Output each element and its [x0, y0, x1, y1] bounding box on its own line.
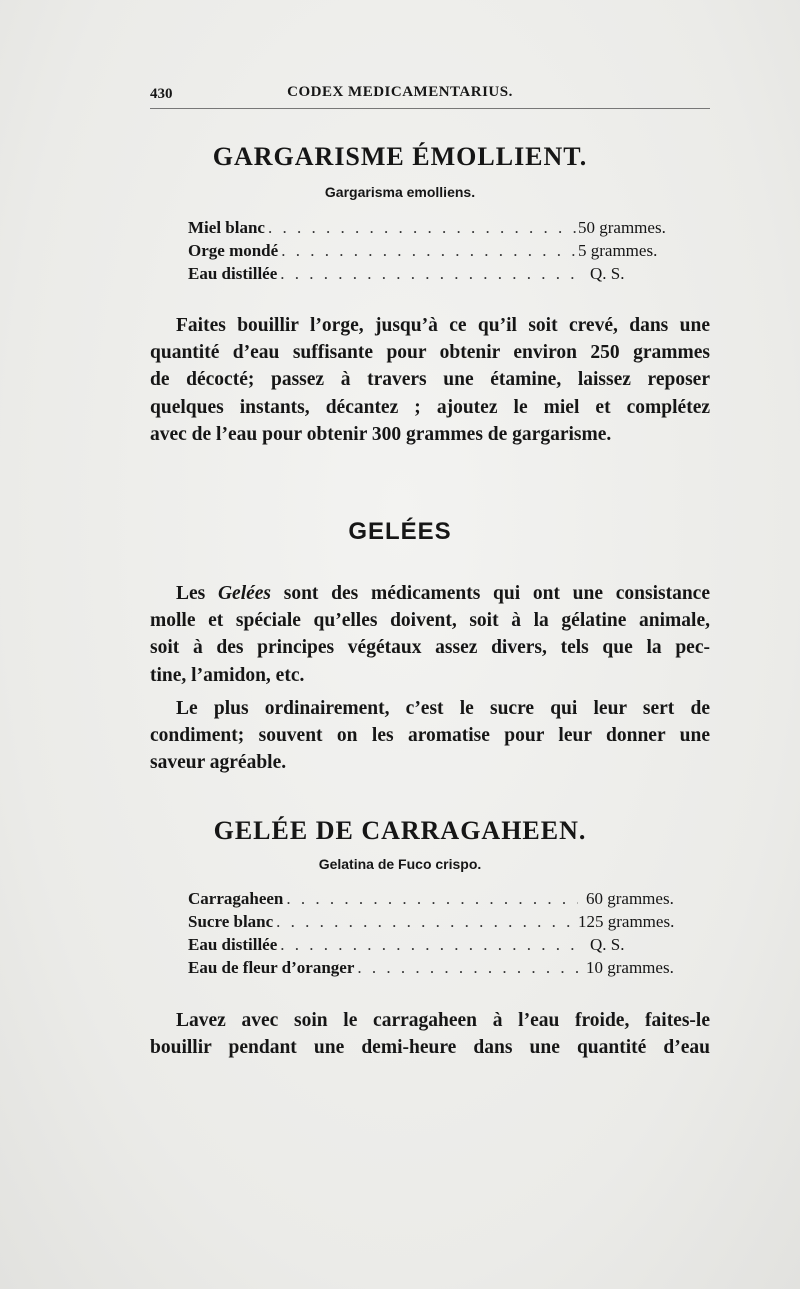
text-line: molle et spéciale qu’elles doivent, soit à la gélatine animale, [150, 610, 710, 632]
ingredient-qty: 60 grammes. [586, 889, 674, 908]
carragaheen-instructions [150, 1007, 710, 1061]
leader-dots [283, 889, 578, 909]
ingredient-row [188, 889, 678, 912]
ingredient-row [188, 912, 678, 935]
ingredient-qty: 50 grammes. [578, 218, 666, 237]
text-line: soit à des principes végétaux assez divers, tels que la pec- [150, 637, 710, 659]
header-rule [150, 108, 710, 109]
gelees-term: Gelées [217, 583, 272, 604]
ingredient-row [188, 264, 678, 287]
ingredient-name: Eau distillée [188, 935, 278, 954]
text-line [150, 580, 710, 607]
text-line: avec de l’eau pour obtenir 300 grammes de gargarisme. [150, 423, 612, 445]
ingredient-row [188, 218, 678, 241]
text-line: bouillir pendant une demi-heure dans une quantité d’eau [150, 1037, 710, 1059]
ingredient-name: Eau distillée [188, 264, 278, 283]
gelees-note [150, 695, 710, 777]
leader-dots [354, 958, 578, 978]
ingredient-row [188, 241, 678, 264]
ingredient-row [188, 958, 678, 981]
ingredient-name: Orge mondé [188, 241, 279, 260]
text-line: tine, l’amidon, etc. [150, 664, 305, 686]
ingredient-name: Sucre blanc [188, 912, 274, 931]
gargarisme-subtitle: Gargarisma emolliens. [324, 184, 476, 200]
gargarisme-instructions [150, 312, 710, 448]
running-head: CODEX MEDICAMENTARIUS. [287, 84, 513, 100]
text-line: de décocté; passez à travers une étamine, laissez reposer [150, 369, 710, 391]
gelees-intro [150, 580, 710, 689]
carragaheen-ingredients [188, 889, 678, 981]
ingredient-qty: 5 grammes. [578, 241, 658, 260]
ingredient-row [188, 935, 678, 958]
text-line: saveur agréable. [150, 752, 287, 774]
leader-dots [278, 241, 578, 261]
text-line: Faites bouillir l’orge, jusqu’à ce qu’il soit crevé, dans une [176, 315, 710, 336]
page-number: 430 [150, 86, 173, 102]
ingredient-name: Carragaheen [188, 889, 284, 908]
gargarisme-ingredients [188, 218, 678, 287]
leader-dots [265, 218, 578, 238]
gelees-section-title: GELÉES [348, 518, 452, 545]
carragaheen-subtitle: Gelatina de Fuco crispo. [318, 856, 482, 872]
intro-lead: Les [176, 583, 218, 604]
text-line: quelques instants, décantez ; ajoutez le miel et complétez [150, 396, 710, 418]
gargarisme-title: GARGARISME ÉMOLLIENT. [212, 142, 588, 171]
text-line: condiment; souvent on les aromatise pour leur donner une [150, 725, 710, 747]
ingredient-name: Miel blanc [188, 218, 265, 237]
ingredient-qty: 10 grammes. [586, 958, 674, 977]
ingredient-qty: 125 grammes. [578, 912, 675, 931]
leader-dots [273, 912, 578, 932]
leader-dots [277, 264, 578, 284]
text-line: Le plus ordinairement, c’est le sucre qui leur sert de [176, 698, 710, 719]
text-line: quantité d’eau suffisante pour obtenir environ 250 grammes [150, 342, 710, 364]
carragaheen-title: GELÉE DE CARRAGAHEEN. [213, 816, 587, 845]
leader-dots [277, 935, 578, 955]
ingredient-name: Eau de fleur d’oranger [188, 958, 355, 977]
ingredient-qty: Q. S. [590, 264, 625, 283]
ingredient-qty: Q. S. [590, 935, 625, 954]
intro-rest: sont des médicaments qui ont une consistance [271, 583, 710, 604]
text-line: Lavez avec soin le carragaheen à l’eau froide, faites-le [176, 1010, 710, 1031]
